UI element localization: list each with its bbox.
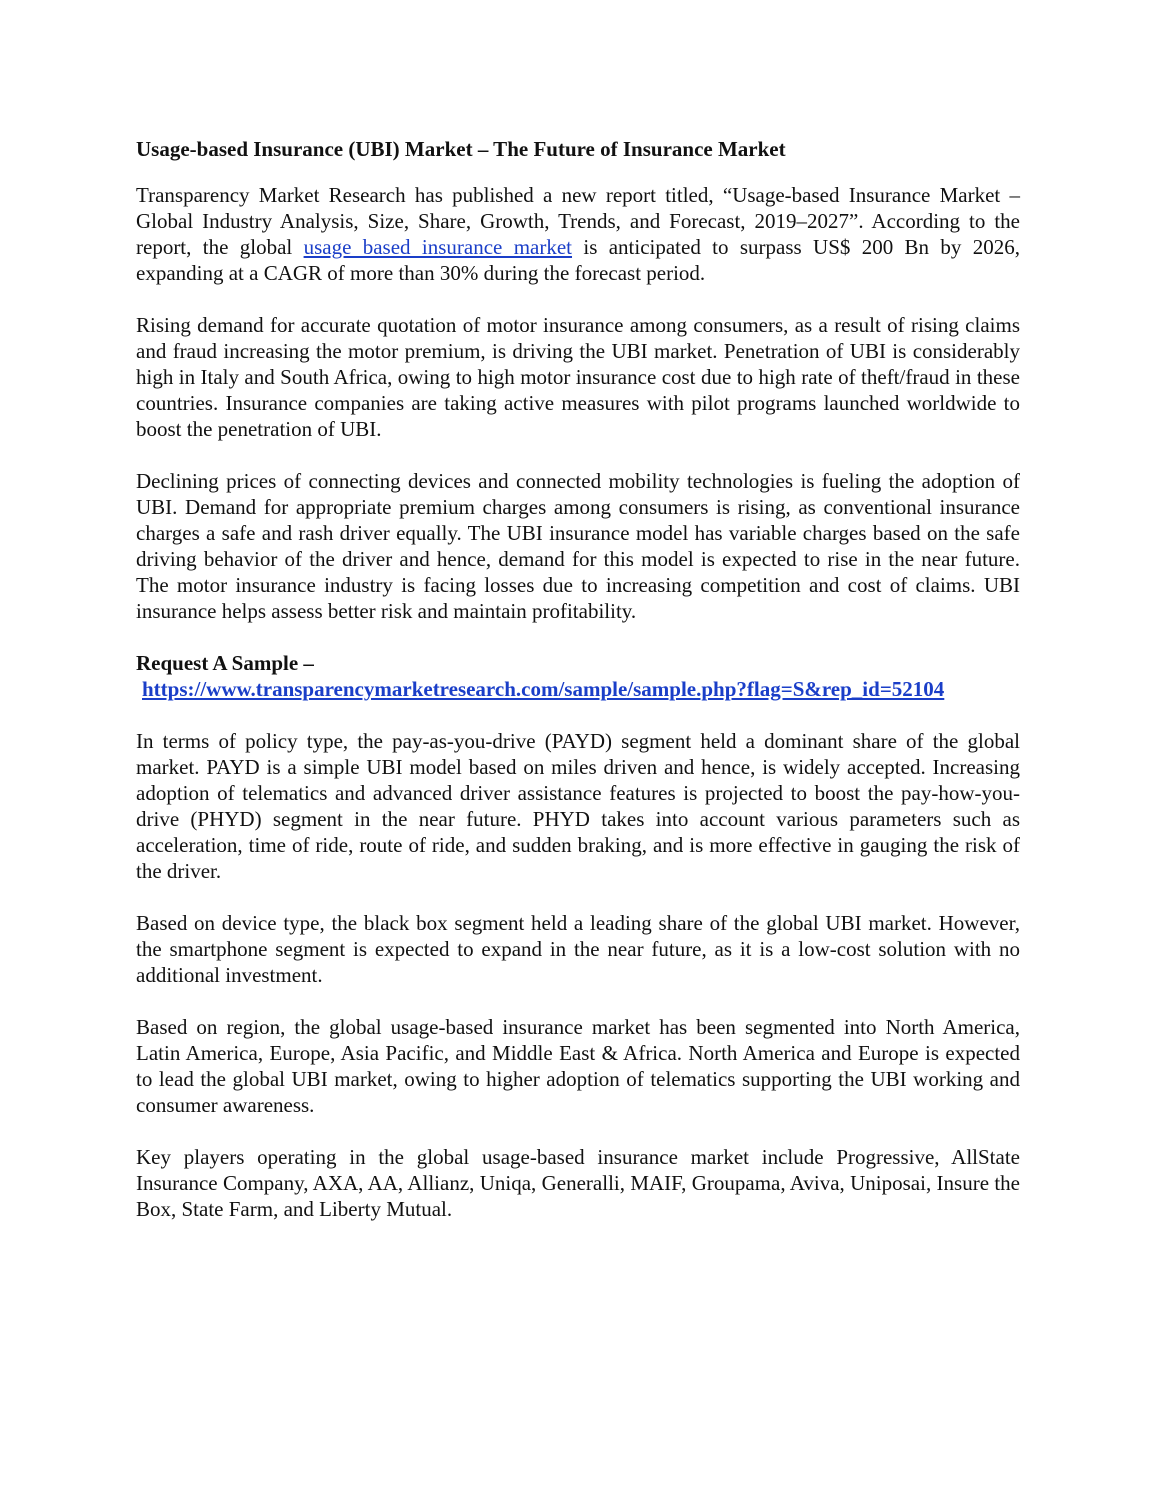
key-players-paragraph: Key players operating in the global usage-based insurance market include Progressive, AllState Insurance Company, AXA, AA, Allianz, Uniqa, Generalli, MAIF, Groupama, Aviva, Uniposai, Insure the Box, State Farm, and Liberty Mutual.	[136, 1145, 1020, 1221]
request-sample-link[interactable]: https://www.transparencymarketresearch.com/sample/sample.php?flag=S&rep_id=52104	[142, 677, 945, 701]
region-paragraph: Based on region, the global usage-based insurance market has been segmented into North America, Latin America, Europe, Asia Pacific, and Middle East & Africa. North America and Europe is expected to lead the global UBI market, owing to higher adoption of telematics supporting the UBI working and consumer awareness.	[136, 1015, 1020, 1117]
request-sample-block	[136, 650, 1020, 702]
document-page	[136, 136, 1020, 1248]
intro-paragraph	[136, 182, 1020, 286]
intro-text-after-link: is anticipated to surpass US$ 200 Bn by 2026, expanding at a CAGR of more than 30% during the forecast period.	[136, 235, 1020, 285]
device-type-paragraph: Based on device type, the black box segment held a leading share of the global UBI market. However, the smartphone segment is expected to expand in the near future, as it is a low-cost solution with no additional investment.	[136, 911, 1020, 987]
intro-text-before-link: Transparency Market Research has published a new report titled, “Usage-based Insurance Market – Global Industry Analysis, Size, Share, Growth, Trends, and Forecast, 2019–2027”. According to the report, the global	[136, 183, 1020, 259]
policy-type-paragraph: In terms of policy type, the pay-as-you-drive (PAYD) segment held a dominant share of the global market. PAYD is a simple UBI model based on miles driven and hence, is widely accepted. Increasing adoption of telematics and advanced driver assistance features is projected to boost the pay-how-you-drive (PHYD) segment in the near future. PHYD takes into account various parameters such as acceleration, time of ride, route of ride, and sudden braking, and is more effective in gauging the risk of the driver.	[136, 729, 1020, 883]
demand-paragraph: Rising demand for accurate quotation of motor insurance among consumers, as a result of rising claims and fraud increasing the motor premium, is driving the UBI market. Penetration of UBI is considerably high in Italy and South Africa, owing to high motor insurance cost due to high rate of theft/fraud in these countries. Insurance companies are taking active measures with pilot programs launched worldwide to boost the penetration of UBI.	[136, 313, 1020, 441]
prices-paragraph: Declining prices of connecting devices and connected mobility technologies is fueling the adoption of UBI. Demand for appropriate premium charges among consumers is rising, as conventional insurance charges a safe and rash driver equally. The UBI insurance model has variable charges based on the safe driving behavior of the driver and hence, demand for this model is expected to rise in the near future. The motor insurance industry is facing losses due to increasing competition and cost of claims. UBI insurance helps assess better risk and maintain profitability.	[136, 469, 1020, 623]
document-title: Usage-based Insurance (UBI) Market – The Future of Insurance Market	[136, 137, 786, 161]
request-sample-label: Request A Sample –	[136, 651, 314, 675]
usage-based-insurance-market-link[interactable]: usage based insurance market	[303, 235, 573, 259]
